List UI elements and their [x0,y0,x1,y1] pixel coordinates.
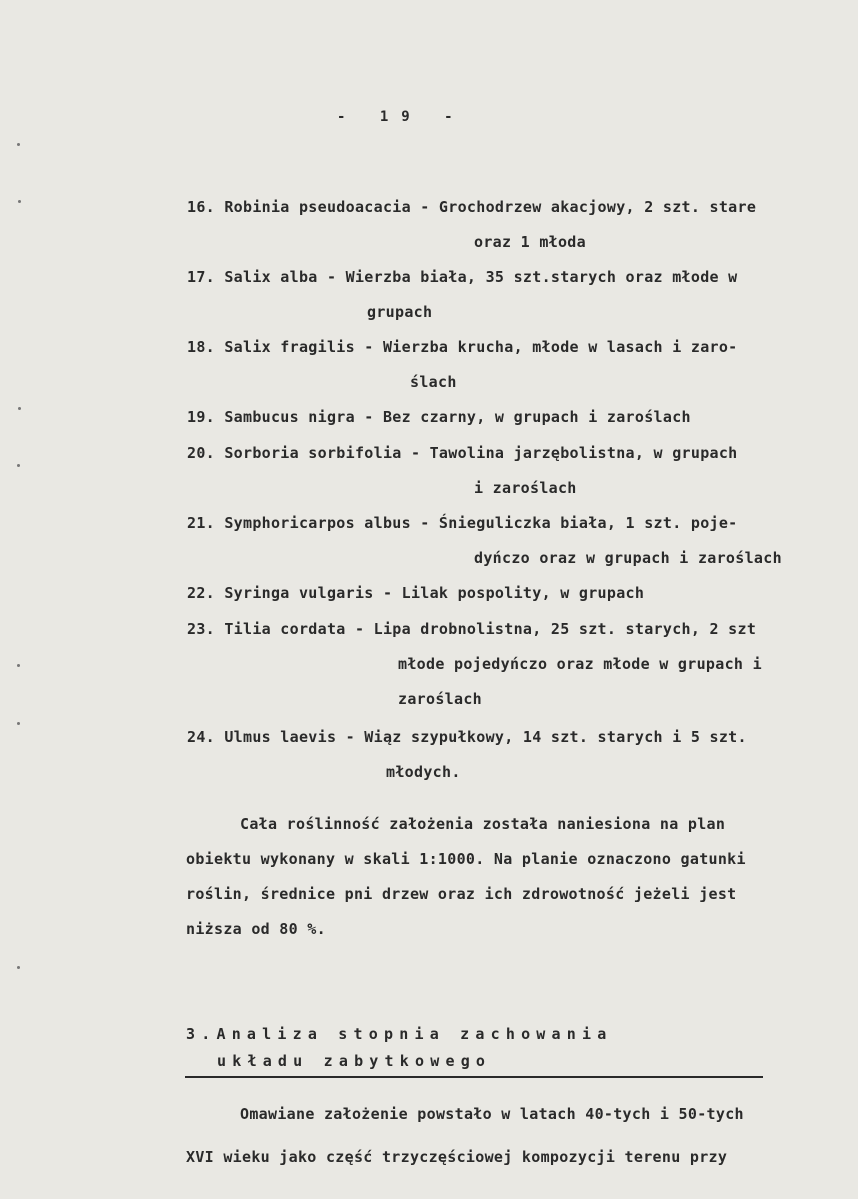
list-item-18: 18. Salix fragilis - Wierzba krucha, młode w lasach i zaro- [187,338,738,356]
paragraph-line: Omawiane założenie powstało w latach 40-tych i 50-tych [240,1105,744,1123]
margin-speck [17,966,20,969]
list-item-23: 23. Tilia cordata - Lipa drobnolistna, 25 szt. starych, 2 szt [187,620,757,638]
paragraph-line: niższa od 80 %. [186,920,326,938]
paragraph-line: XVI wieku jako część trzyczęściowej kompozycji terenu przy [186,1148,728,1166]
list-item-24-cont: młodych. [386,763,461,781]
list-item-21-cont: dyńczo oraz w grupach i zaroślach [474,549,782,567]
margin-speck [17,464,20,467]
paragraph-line: roślin, średnice pni drzew oraz ich zdrowotność jeżeli jest [186,885,737,903]
margin-speck [18,200,21,203]
list-item-23-cont: młode pojedyńczo oraz młode w grupach i [398,655,762,673]
list-item-24: 24. Ulmus laevis - Wiąz szypułkowy, 14 szt. starych i 5 szt. [187,728,747,746]
list-item-22: 22. Syringa vulgaris - Lilak pospolity, w grupach [187,584,645,602]
paragraph-line: Cała roślinność założenia została naniesiona na plan [240,815,726,833]
list-item-17-cont: grupach [367,303,433,321]
margin-speck [17,143,20,146]
list-item-20-cont: i zaroślach [474,479,577,497]
heading-underline [185,1076,763,1078]
section-heading: 3.Analiza stopnia zachowania [186,1025,613,1043]
list-item-18-cont: ślach [410,373,457,391]
page-number: - 19 - [337,109,466,125]
list-item-20: 20. Sorboria sorbifolia - Tawolina jarzębolistna, w grupach [187,444,738,462]
margin-speck [17,722,20,725]
list-item-21: 21. Symphoricarpos albus - Śnieguliczka biała, 1 szt. poje- [187,514,738,532]
margin-speck [18,407,21,410]
list-item-23-cont2: zaroślach [398,690,482,708]
list-item-16: 16. Robinia pseudoacacia - Grochodrzew akacjowy, 2 szt. stare [187,198,757,216]
margin-speck [17,664,20,667]
list-item-16-cont: oraz 1 młoda [474,233,586,251]
section-heading-cont: układu zabytkowego [217,1052,492,1070]
list-item-17: 17. Salix alba - Wierzba biała, 35 szt.starych oraz młode w [187,268,738,286]
list-item-19: 19. Sambucus nigra - Bez czarny, w grupach i zaroślach [187,408,691,426]
paragraph-line: obiektu wykonany w skali 1:1000. Na planie oznaczono gatunki [186,850,746,868]
